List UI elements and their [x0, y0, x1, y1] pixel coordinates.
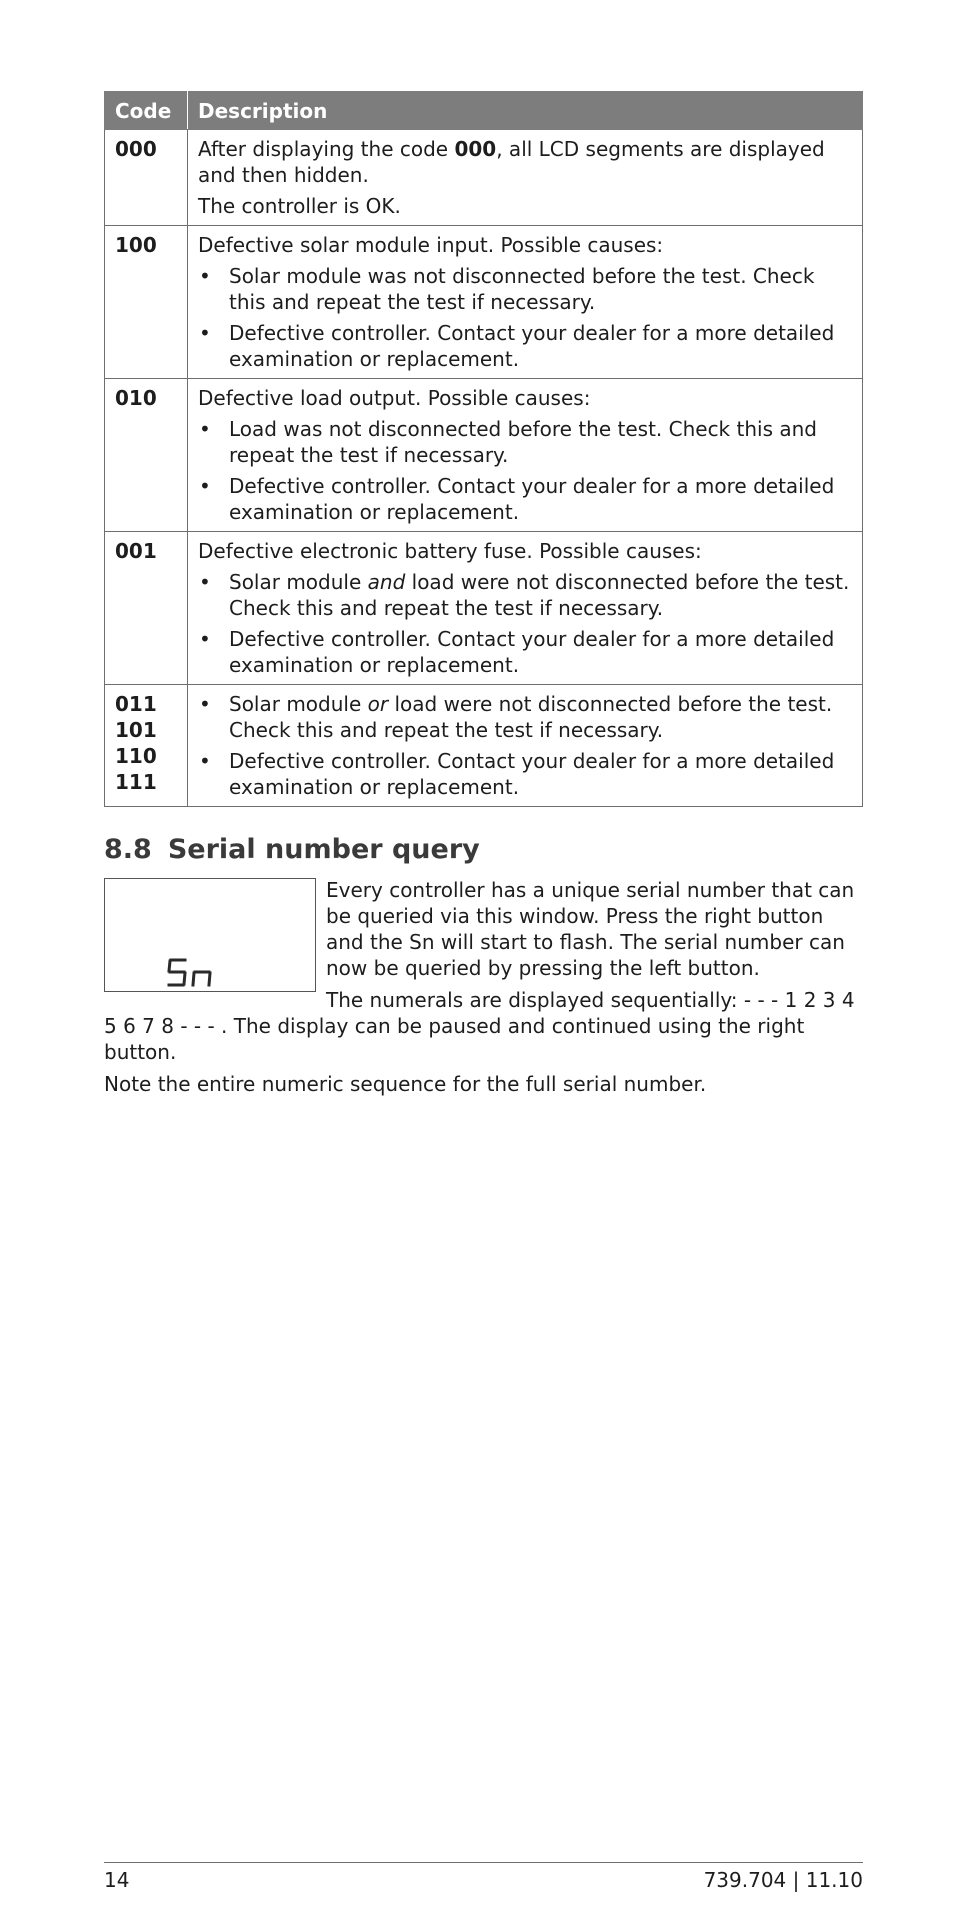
- code-value: 111: [115, 770, 157, 794]
- section-paragraph: Note the entire numeric sequence for the full serial number.: [104, 1072, 707, 1096]
- table-row: [105, 379, 863, 532]
- description-intro: Defective solar module input. Possible causes:: [198, 233, 664, 257]
- code-cell: [105, 532, 188, 685]
- code-value: 101: [115, 718, 157, 742]
- header-description: Description: [188, 92, 863, 130]
- bullet-icon: •: [199, 321, 211, 345]
- bullet-icon: •: [199, 570, 211, 594]
- code-value: 100: [115, 233, 157, 257]
- cause-list: [198, 416, 852, 525]
- lcd-display-illustration: [104, 878, 316, 992]
- bullet-icon: •: [199, 692, 211, 716]
- list-item: • Defective controller. Contact your dealer for a more detailed examination or replacement.: [199, 627, 835, 677]
- table-row: [105, 685, 863, 807]
- cause-list: [198, 691, 852, 800]
- description-intro: Defective electronic battery fuse. Possible causes:: [198, 539, 702, 563]
- description-cell: [188, 379, 863, 532]
- code-cell: [105, 226, 188, 379]
- list-item: • Solar module was not disconnected before the test. Check this and repeat the test if necessary.: [199, 264, 815, 314]
- description-cell: [188, 226, 863, 379]
- document-reference: 739.704 | 11.10: [703, 1868, 863, 1892]
- section-body: [104, 877, 863, 1103]
- bullet-icon: •: [199, 474, 211, 498]
- description-intro: Defective load output. Possible causes:: [198, 386, 591, 410]
- header-code: Code: [105, 92, 188, 130]
- list-item: • Defective controller. Contact your dealer for a more detailed examination or replacement.: [199, 321, 835, 371]
- footer-divider: [104, 1862, 863, 1863]
- list-item: • Solar module and load were not disconnected before the test. Check this and repeat the test if necessary.: [199, 570, 850, 620]
- section-paragraph: Every controller has a unique serial number that can be queried via this window. Press the right button and the Sn will start to flash. The serial number can now be queried by pressing the left button.: [326, 878, 855, 980]
- cause-list: [198, 569, 852, 678]
- list-item: • Solar module or load were not disconnected before the test. Check this and repeat the test if necessary.: [199, 692, 833, 742]
- code-value: 001: [115, 539, 157, 563]
- list-item: • Load was not disconnected before the test. Check this and repeat the test if necessary.: [199, 417, 817, 467]
- list-item: • Defective controller. Contact your dealer for a more detailed examination or replacement.: [199, 474, 835, 524]
- bullet-icon: •: [199, 627, 211, 651]
- code-cell: [105, 130, 188, 226]
- section-number: 8.8: [104, 834, 152, 865]
- description-cell: [188, 130, 863, 226]
- description-cell: [188, 685, 863, 807]
- bullet-icon: •: [199, 417, 211, 441]
- bold-code: 000: [454, 137, 497, 161]
- bullet-icon: •: [199, 749, 211, 773]
- section-title: Serial number query: [167, 834, 480, 865]
- list-item: • Defective controller. Contact your dealer for a more detailed examination or replacement.: [199, 749, 835, 799]
- cause-list: [198, 263, 852, 372]
- bullet-icon: •: [199, 264, 211, 288]
- table-header-row: [105, 92, 863, 130]
- description-paragraph: After displaying the code 000, all LCD segments are displayed and then hidden.: [198, 137, 825, 187]
- code-value: 011: [115, 692, 157, 716]
- description-cell: [188, 532, 863, 685]
- emphasis-word: or: [367, 692, 389, 716]
- code-cell: [105, 685, 188, 807]
- code-cell: [105, 379, 188, 532]
- lcd-sn-segment-icon: [167, 958, 223, 988]
- table-row: [105, 226, 863, 379]
- section-paragraph: The numerals are displayed sequentially: - - - 1 2 3 4 5 6 7 8 - - - . The display can be paused and continued using the right button.: [104, 988, 855, 1064]
- emphasis-word: and: [367, 570, 406, 594]
- error-code-table: [104, 91, 863, 807]
- code-value: 110: [115, 744, 157, 768]
- description-paragraph: The controller is OK.: [198, 194, 401, 218]
- table-row: [105, 130, 863, 226]
- section-heading: [104, 833, 480, 867]
- code-value: 010: [115, 386, 157, 410]
- table-row: [105, 532, 863, 685]
- page-number: 14: [104, 1868, 130, 1892]
- code-value: 000: [115, 137, 157, 161]
